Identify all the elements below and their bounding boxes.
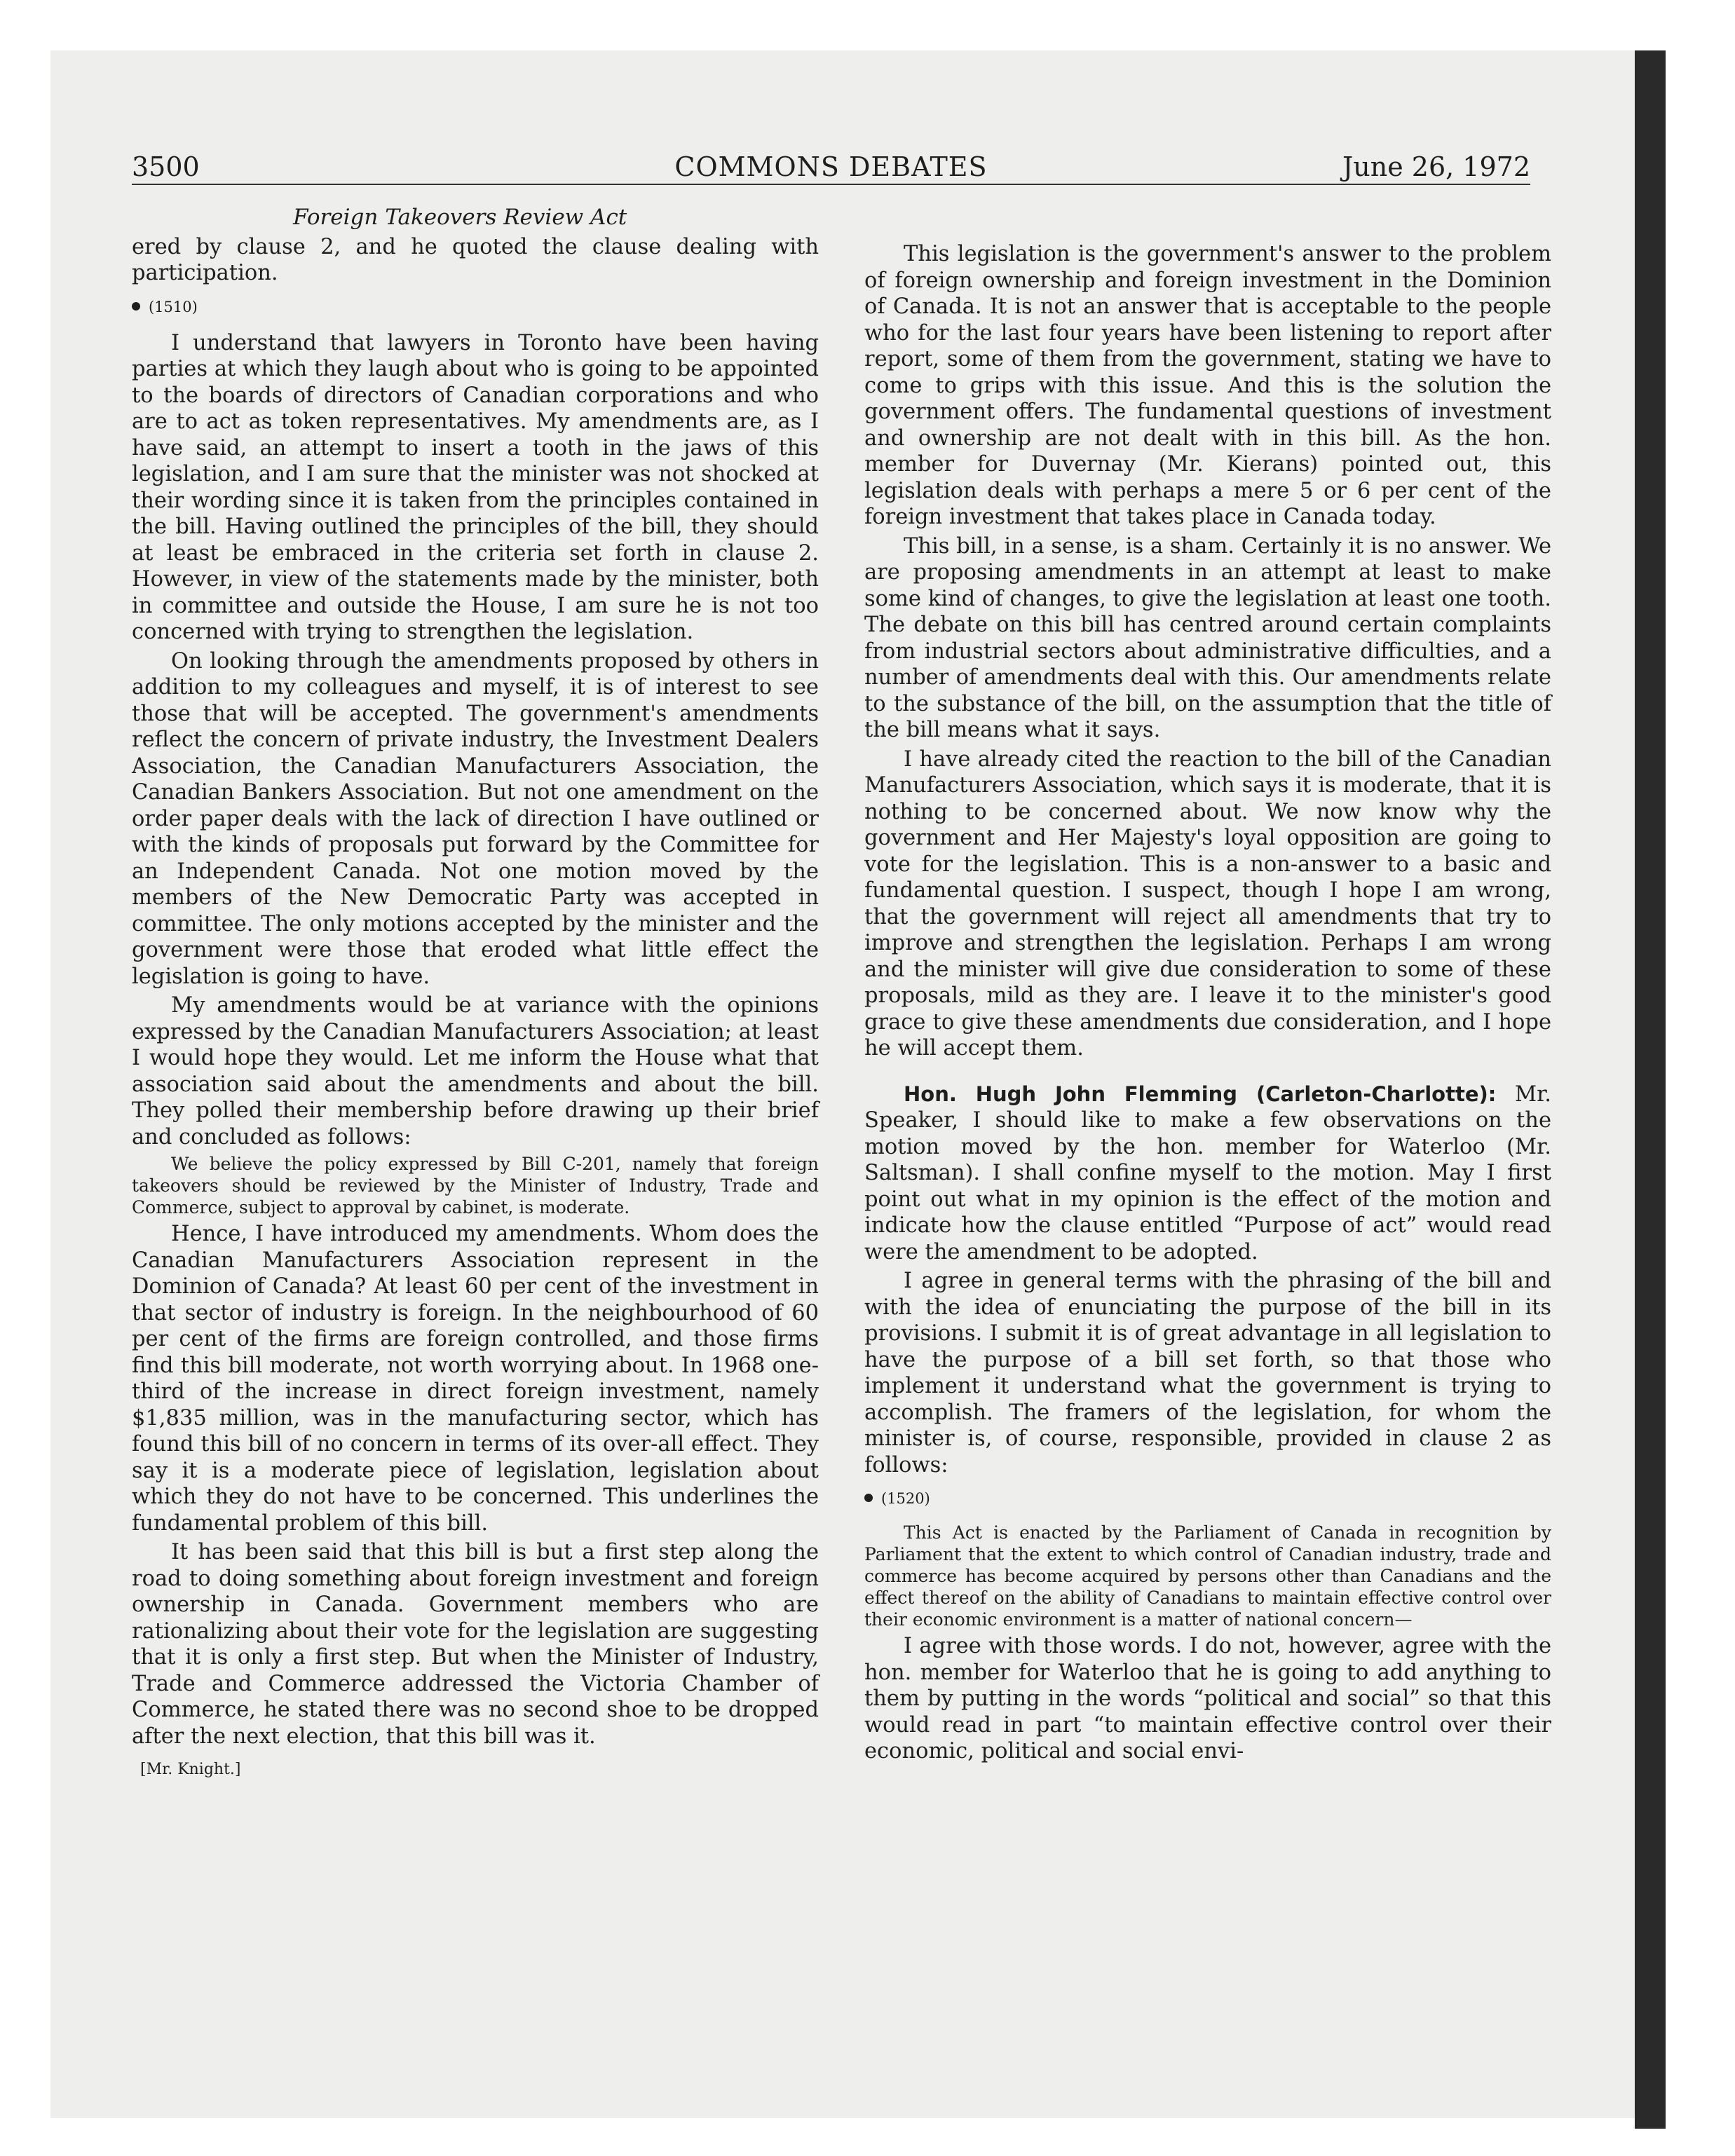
block-quote: This Act is enacted by the Parliament of Canada in recognition by Parliament that the extent to which control of Canadian industry, trade and commerce has become acquired by persons other than Canadians and the effect thereof on the ability of Canadians to maintain effective control over their economic environment is a matter of national concern— — [864, 1522, 1551, 1630]
block-quote: We believe the policy expressed by Bill C-201, namely that foreign takeovers should be reviewed by the Minister of Industry, Trade and Commerce, subject to approval by cabinet, is moderate. — [132, 1154, 819, 1217]
speaker-text: Mr. Speaker, I should like to make a few observations on the motion moved by the hon. member for Waterloo (Mr. Saltsman). I shall confine myself to the motion. May I first point out what in my opinion is the effect of the motion and indicate how the clause entitled “Purpose of act” would read were the amendment to be adopted. — [864, 1082, 1551, 1264]
bullet-icon — [132, 302, 140, 311]
paragraph: This legislation is the government's answer to the problem of foreign ownership and foreign investment in the Dominion of Canada. It is not an answer that is acceptable to the people who for the last four years have been listening to report after report, some of them from the government, stating we have to come to grips with this issue. And this is the solution the government offers. The fundamental questions of investment and ownership are not dealt with in this bill. As the hon. member for Duvernay (Mr. Kierans) pointed out, this legislation deals with perhaps a mere 5 or 6 per cent of the foreign investment that takes place in Canada today. — [864, 242, 1551, 529]
page-date: June 26, 1972 — [1342, 151, 1530, 182]
publication-title: COMMONS DEBATES — [674, 151, 988, 182]
paragraph: Hence, I have introduced my amendments. Whom does the Canadian Manufacturers Association represent in the Dominion of Canada? At least 60 per cent of the investment in that sector of industry is foreign. In the neighbourhood of 60 per cent of the firms are foreign controlled, and those firms find this bill moderate, not worth worrying about. In 1968 one-third of the increase in direct foreign investment, namely $1,835 million, was in the manufacturing sector, which has found this bill of no concern in terms of its over-all effect. They say it is a moderate piece of legislation, legislation about which they do not have to be concerned. This underlines the fundamental problem of this bill. — [132, 1222, 819, 1536]
speaker-name: Hon. Hugh John Flemming (Carleton-Charlotte): — [904, 1082, 1497, 1106]
paragraph: I agree with those words. I do not, however, agree with the hon. member for Waterloo that he is going to add anything to them by putting in the words “political and social” so that this would read in part “to maintain effective control over their economic, political and social envi- — [864, 1634, 1551, 1763]
paragraph: I agree in general terms with the phrasing of the bill and with the idea of enunciating the purpose of the bill in its provisions. I submit it is of great advantage in all legislation to have the purpose of a bill set forth, so that those who implement it understand what the government is trying to accomplish. The framers of the legislation, for whom the minister is, of course, responsible, provided in clause 2 as follows: — [864, 1269, 1551, 1478]
timestamp — [864, 1488, 1551, 1509]
paragraph: It has been said that this bill is but a first step along the road to doing something about foreign investment and foreign ownership in Canada. Government members who are rationalizing about their vote for the legislation are suggesting that it is only a first step. But when the Minister of Industry, Trade and Commerce addressed the Victoria Chamber of Commerce, he stated there was no second shoe to be dropped after the next election, that this bill was it. — [132, 1540, 819, 1749]
timestamp — [132, 296, 819, 318]
timestamp-text: (1520) — [881, 1490, 930, 1507]
timestamp-text: (1510) — [149, 298, 198, 315]
page-number: 3500 — [132, 151, 200, 182]
left-column — [132, 205, 819, 1783]
paragraph: My amendments would be at variance with the opinions expressed by the Canadian Manufacturers Association; at least I would hope they would. Let me inform the House what that association said about the amendments and about the bill. They polled their membership before drawing up their brief and concluded as follows: — [132, 993, 819, 1149]
bullet-icon — [864, 1494, 873, 1502]
page-header — [132, 150, 1530, 185]
speaker-attribution: [Mr. Knight.] — [140, 1761, 241, 1778]
paragraph: I understand that lawyers in Toronto have been having parties at which they laugh about who is going to be appointed to the boards of directors of Canadian corporations and who are to act as token representatives. My amendments are, as I have said, an attempt to insert a tooth in the jaws of this legislation, and I am sure that the minister was not shocked at their wording since it is taken from the principles contained in the bill. Having outlined the principles of the bill, they should at least be embraced in the criteria set forth in clause 2. However, in view of the statements made by the minister, both in committee and outside the House, I am sure he is not too concerned with trying to strengthen the legislation. — [132, 330, 819, 644]
running-title: Foreign Takeovers Review Act — [293, 205, 627, 230]
right-column — [864, 241, 1551, 1768]
paragraph: On looking through the amendments proposed by others in addition to my colleagues and myself, it is of interest to see those that will be accepted. The government's amendments reflect the concern of private industry, the Investment Dealers Association, the Canadian Manufacturers Association, the Canadian Bankers Association. But not one amendment on the order paper deals with the lack of direction I have outlined or with the kinds of proposals put forward by the Committee for an Independent Canada. Not one motion moved by the members of the New Democratic Party was accepted in committee. The only motions accepted by the minister and the government were those that eroded what little effect the legislation is going to have. — [132, 648, 819, 989]
paragraph: This bill, in a sense, is a sham. Certainly it is no answer. We are proposing amendments in an attempt at least to make some kind of changes, to give the legislation at least one tooth. The debate on this bill has centred around certain complaints from industrial sectors about administrative difficulties, and a number of amendments deal with this. Our amendments relate to the substance of the bill, on the assumption that the title of the bill means what it says. — [864, 533, 1551, 742]
paragraph: ered by clause 2, and he quoted the clause dealing with participation. — [132, 234, 819, 285]
speaker-paragraph — [864, 1082, 1551, 1266]
scan-edge-bar — [1635, 50, 1666, 2129]
paragraph: I have already cited the reaction to the bill of the Canadian Manufacturers Association, which says it is moderate, that it is nothing to be concerned about. We now know why the government and Her Majesty's loyal opposition are going to vote for the legislation. This is a non-answer to a basic and fundamental question. I suspect, though I hope I am wrong, that the government will reject all amendments that try to improve and strengthen the legislation. Perhaps I am wrong and the minister will give due consideration to some of these proposals, mild as they are. I leave it to the minister's good grace to give these amendments due consideration, and I hope he will accept them. — [864, 746, 1551, 1060]
